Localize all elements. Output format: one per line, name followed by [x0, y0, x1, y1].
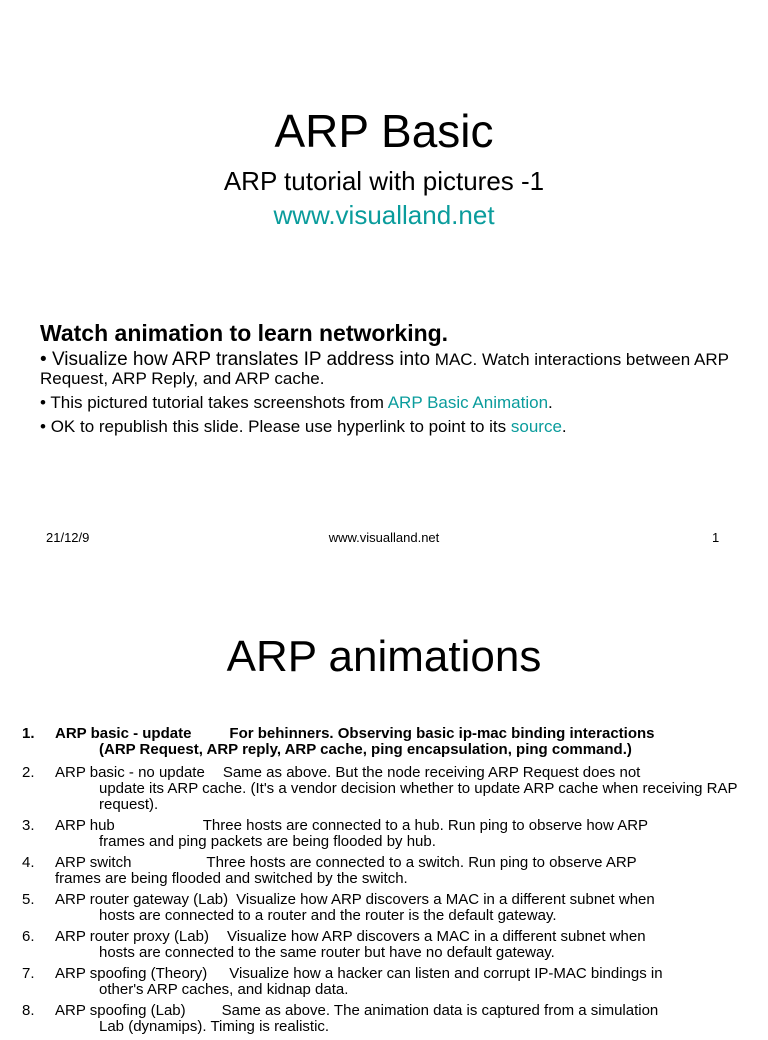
list-item[interactable]: [0, 818, 768, 855]
slide-subtitle: ARP tutorial with pictures -1: [223, 166, 545, 196]
item-name: ARP basic - update: [55, 725, 192, 742]
item-desc: Same as above. The animation data is captured from a simulation: [221, 1002, 659, 1019]
bullet-screenshots-end: .: [548, 393, 553, 412]
item-name: ARP router gateway (Lab): [55, 891, 229, 908]
source-link[interactable]: source: [510, 417, 562, 436]
item-number: 8.: [22, 1002, 35, 1019]
item-name: ARP spoofing (Theory): [55, 965, 208, 982]
item-desc: Three hosts are connected to a hub. Run ping to observe how ARP: [202, 817, 649, 834]
item-desc: For behinners. Observing basic ip-mac binding interactions: [229, 725, 655, 742]
item-desc: Visualize how ARP discovers a MAC in a different subnet when: [236, 891, 655, 908]
item-number: 3.: [22, 817, 35, 834]
item-desc-cont: frames and ping packets are being flooded by hub.: [99, 833, 436, 850]
item-name: ARP router proxy (Lab): [55, 928, 209, 945]
item-desc-cont: frames are being flooded and switched by the switch.: [55, 870, 408, 887]
bullet-visualize-text-1: Visualize how ARP translates IP address into: [51, 349, 431, 370]
item-number: 6.: [22, 928, 35, 945]
item-number: 1.: [22, 725, 35, 742]
item-desc: Visualize how ARP discovers a MAC in a different subnet when: [226, 928, 646, 945]
item-number: 4.: [22, 854, 35, 871]
site-link[interactable]: www.visualland.net: [273, 200, 495, 230]
bullet-republish-text: OK to republish this slide. Please use hyperlink to point to its: [50, 417, 507, 436]
item-number: 7.: [22, 965, 35, 982]
item-desc-cont: other's ARP caches, and kidnap data.: [99, 981, 349, 998]
item-number: 5.: [22, 891, 35, 908]
bullet-visualize: [40, 350, 740, 388]
list-item[interactable]: [0, 892, 768, 929]
item-desc-cont: hosts are connected to the same router but have no default gateway.: [99, 944, 555, 961]
item-desc-cont: hosts are connected to a router and the router is the default gateway.: [99, 907, 557, 924]
list-item[interactable]: [0, 929, 768, 966]
item-desc-cont: update its ARP cache. (It's a vendor decision whether to update ARP cache when receiving RAP request).: [99, 780, 738, 813]
item-number: 2.: [22, 764, 35, 781]
item-desc-cont: (ARP Request, ARP reply, ARP cache, ping encapsulation, ping command.): [99, 741, 632, 758]
animations-title: ARP animations: [226, 632, 542, 681]
section-heading: Watch animation to learn networking.: [40, 320, 449, 346]
footer-page-number: 1: [712, 530, 720, 545]
bullet-republish-end: .: [561, 417, 567, 436]
list-item[interactable]: [0, 855, 768, 892]
item-desc: Three hosts are connected to a switch. Run ping to observe ARP: [206, 854, 637, 871]
footer-date: 21/12/9: [46, 530, 90, 545]
list-item[interactable]: [0, 1003, 768, 1040]
bullet-visualize-text-2: MAC. Watch interactions between ARP Request, ARP Reply, and ARP cache.: [40, 350, 729, 388]
animations-list: [0, 726, 768, 1040]
arp-basic-animation-link[interactable]: ARP Basic Animation: [387, 393, 549, 412]
bullet-marker: •: [40, 349, 47, 370]
list-item[interactable]: [0, 726, 768, 765]
item-name: ARP basic - no update: [55, 764, 205, 781]
item-name: ARP hub: [55, 817, 115, 834]
item-name: ARP spoofing (Lab): [55, 1002, 186, 1019]
bullet-republish: • OK to republish this slide. Please use hyperlink to point to its source.: [40, 417, 567, 436]
item-name: ARP switch: [55, 854, 132, 871]
item-desc: Visualize how a hacker can listen and corrupt IP-MAC bindings in: [229, 965, 663, 982]
item-desc-cont: Lab (dynamips). Timing is realistic.: [99, 1018, 330, 1035]
list-item[interactable]: [0, 966, 768, 1003]
slide-title: ARP Basic: [274, 105, 494, 157]
item-desc: Same as above. But the node receiving ARP Request does not: [222, 764, 641, 781]
footer-site: www.visualland.net: [328, 530, 440, 545]
list-item[interactable]: [0, 765, 768, 818]
bullet-screenshots: • This pictured tutorial takes screenshots from ARP Basic Animation.: [40, 393, 553, 412]
bullet-screenshots-text: This pictured tutorial takes screenshots from: [50, 393, 384, 412]
